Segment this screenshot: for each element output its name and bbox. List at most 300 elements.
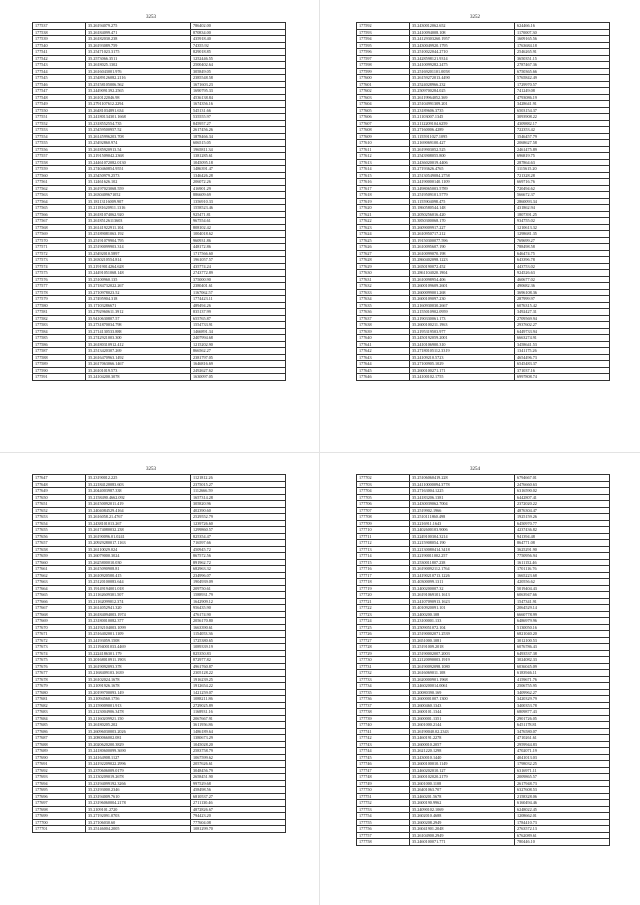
- coordinate-cell: 35.2731870034.798: [86, 322, 191, 329]
- coordinate-cell: 35.26182030.238: [86, 36, 191, 43]
- value-cell: 2709569.94: [515, 315, 610, 322]
- value-cell: 794423.20: [191, 813, 286, 820]
- value-cell: 1925159.26: [515, 514, 610, 521]
- row-id-cell: 177657: [33, 540, 86, 547]
- value-cell: 6493537.38: [515, 650, 610, 657]
- value-cell: 2901726.05: [515, 715, 610, 722]
- value-cell: 4793086.19: [515, 94, 610, 101]
- value-cell: 3024082.33: [515, 657, 610, 664]
- coordinate-cell: 35.2609009917.227: [410, 224, 515, 231]
- value-cell: 886609.69: [191, 192, 286, 199]
- value-cell: 443753.02: [515, 263, 610, 270]
- coordinate-cell: 35.22190011002.257: [410, 553, 515, 560]
- value-cell: 1554733.91: [191, 322, 286, 329]
- row-id-cell: 177703: [357, 481, 410, 488]
- value-cell: 655765.87: [191, 315, 286, 322]
- value-cell: 1112666.59: [191, 488, 286, 495]
- row-id-cell: 177596: [357, 49, 410, 56]
- coordinate-cell: 35.2616470963.1492: [86, 354, 191, 361]
- row-id-cell: 177647: [33, 475, 86, 482]
- row-id-cell: 177708: [357, 514, 410, 521]
- coordinate-cell: 35.25130549084.2758: [410, 172, 515, 179]
- coordinate-cell: 35.2861104020.1904: [410, 270, 515, 277]
- value-cell: 6327608.53: [515, 787, 610, 794]
- value-cell: 2617456.26: [191, 127, 286, 134]
- coordinate-cell: 35.26190092112.1764: [410, 566, 515, 573]
- table-row: [357, 374, 610, 381]
- row-id-cell: 177716: [357, 566, 410, 573]
- row-id-cell: 177555: [33, 140, 86, 147]
- coordinate-cell: 35.26481034891.634: [86, 107, 191, 114]
- row-id-cell: 177594: [357, 36, 410, 43]
- coordinate-cell: 35.26190092098.1080: [410, 663, 515, 670]
- value-cell: 6486979.96: [515, 618, 610, 625]
- row-id-cell: 177558: [33, 159, 86, 166]
- page-number: 3252: [470, 15, 480, 20]
- coordinate-cell: 35.21919014264.628: [86, 263, 191, 270]
- value-cell: 402390.60: [191, 507, 286, 514]
- row-id-cell: 177559: [33, 166, 86, 173]
- value-cell: 1004018.62: [191, 231, 286, 238]
- coordinate-cell: 35.2543908055.800: [410, 153, 515, 160]
- row-id-cell: 177718: [357, 579, 410, 586]
- coordinate-cell: 35.40300099.1311: [410, 579, 515, 586]
- value-cell: 6997808.74: [515, 374, 610, 381]
- value-cell: 606515.05: [191, 140, 286, 147]
- value-cell: 1421259.07: [191, 689, 286, 696]
- coordinate-cell: 35.2600460.1343: [410, 702, 515, 709]
- row-id-cell: 177601: [357, 81, 410, 88]
- row-id-cell: 177653: [33, 514, 86, 521]
- value-cell: 1912654.22: [191, 683, 286, 690]
- value-cell: 1168931.16: [191, 709, 286, 716]
- coordinate-cell: 35.1155911027.1095: [410, 133, 515, 140]
- coordinate-cell: 35.2516402001.1109: [86, 631, 191, 638]
- row-id-cell: 177662: [33, 572, 86, 579]
- coordinate-cell: 35.2601000.2144: [410, 722, 515, 729]
- row-id-cell: 177597: [357, 55, 410, 62]
- coordinate-cell: 35.24109210.5723: [410, 354, 515, 361]
- row-id-cell: 177695: [33, 787, 86, 794]
- coordinate-cell: 35.25169201101.0058: [410, 68, 515, 75]
- coordinate-cell: 35.2600190.9962: [410, 800, 515, 807]
- coordinate-cell: 35.2614052941.320: [86, 605, 191, 612]
- row-id-cell: 177593: [357, 29, 410, 36]
- value-cell: 2617948.73: [515, 780, 610, 787]
- coordinate-cell: 35.2619092093.378: [86, 663, 191, 670]
- coordinate-cell: 35.12461626.102: [86, 179, 191, 186]
- coordinate-cell: 35.25190099903.314: [86, 244, 191, 251]
- row-id-cell: 177575: [33, 270, 86, 277]
- coordinate-cell: 35.25120100083.644: [86, 579, 191, 586]
- row-id-cell: 177623: [357, 224, 410, 231]
- row-id-cell: 177603: [357, 94, 410, 101]
- row-id-cell: 177554: [33, 133, 86, 140]
- value-cell: 3012100.53: [515, 637, 610, 644]
- row-id-cell: 177702: [357, 475, 410, 482]
- coordinate-cell: 35.26185920913.54: [86, 146, 191, 153]
- value-cell: 2711130.46: [191, 800, 286, 807]
- coordinate-cell: 35.24110000094.3778: [410, 481, 515, 488]
- row-id-cell: 177569: [33, 231, 86, 238]
- value-cell: 1904939.09: [191, 579, 286, 586]
- coordinate-cell: 35.2625800010.030: [86, 559, 191, 566]
- row-id-cell: 177726: [357, 631, 410, 638]
- data-table: [32, 474, 286, 833]
- coordinate-cell: 35.25489126082.2116: [86, 75, 191, 82]
- coordinate-cell: 35.27163004.1225: [410, 488, 515, 495]
- coordinate-cell: 35.2130209019.2678: [86, 774, 191, 781]
- value-cell: 1774423.11: [191, 296, 286, 303]
- coordinate-cell: 35.19149194001.018: [86, 585, 191, 592]
- value-cell: 4961760.87: [191, 663, 286, 670]
- row-id-cell: 177598: [357, 62, 410, 69]
- row-id-cell: 177557: [33, 153, 86, 160]
- row-id-cell: 177578: [33, 289, 86, 296]
- value-cell: 2068627.58: [515, 140, 610, 147]
- row-id-cell: 177740: [357, 722, 410, 729]
- coordinate-cell: 35.23190012.225: [86, 475, 191, 482]
- coordinate-cell: 35.27193626.4765: [410, 166, 515, 173]
- value-cell: 1380673.29: [191, 735, 286, 742]
- value-cell: 6750365.66: [515, 68, 610, 75]
- row-id-cell: 177607: [357, 120, 410, 127]
- coordinate-cell: 35.26184099.471: [86, 29, 191, 36]
- coordinate-cell: 35.2610122046.98: [86, 94, 191, 101]
- row-id-cell: 177745: [357, 754, 410, 761]
- row-id-cell: 177734: [357, 683, 410, 690]
- coordinate-cell: 35.2610098954.406: [410, 276, 515, 283]
- row-id-cell: 177709: [357, 520, 410, 527]
- row-id-cell: 177704: [357, 488, 410, 495]
- value-cell: 490682.36: [515, 283, 610, 290]
- value-cell: 6316590.02: [515, 488, 610, 495]
- row-id-cell: 177642: [357, 348, 410, 355]
- value-cell: 6821040.20: [515, 631, 610, 638]
- row-id-cell: 177717: [357, 572, 410, 579]
- row-id-cell: 177625: [357, 237, 410, 244]
- row-id-cell: 177584: [33, 328, 86, 335]
- row-id-cell: 177612: [357, 153, 410, 160]
- coordinate-cell: 35.2573066.3511: [86, 55, 191, 62]
- row-id-cell: 177666: [33, 598, 86, 605]
- value-cell: 3458641.53: [515, 341, 610, 348]
- coordinate-cell: 35.2460191.2278: [410, 735, 515, 742]
- row-id-cell: 177654: [33, 520, 86, 527]
- coordinate-cell: 35.27184732022.267: [86, 283, 191, 290]
- value-cell: 2064529.14: [515, 605, 610, 612]
- row-id-cell: 177636: [357, 309, 410, 316]
- value-cell: 3428641.91: [515, 101, 610, 108]
- value-cell: 6316971.11: [515, 767, 610, 774]
- row-id-cell: 177537: [33, 23, 86, 30]
- coordinate-cell: 35.17103286671: [86, 302, 191, 309]
- row-id-cell: 177628: [357, 257, 410, 264]
- row-id-cell: 177606: [357, 114, 410, 121]
- row-id-cell: 177682: [33, 702, 86, 709]
- row-id-cell: 177635: [357, 302, 410, 309]
- row-id-cell: 177700: [33, 819, 86, 826]
- value-cell: 6545483.37: [515, 361, 610, 368]
- row-id-cell: 177661: [33, 566, 86, 573]
- coordinate-cell: 35.25471023.3175: [86, 49, 191, 56]
- value-cell: 1170007.30: [515, 29, 610, 36]
- row-id-cell: 177749: [357, 780, 410, 787]
- page-top-right: [356, 14, 594, 381]
- coordinate-cell: 35.2080066002.081: [86, 735, 191, 742]
- row-id-cell: 177572: [33, 250, 86, 257]
- coordinate-cell: 35.2436020019.4406: [410, 159, 515, 166]
- page-top-left: [32, 14, 270, 381]
- value-cell: 1381285.61: [191, 153, 286, 160]
- row-id-cell: 177651: [33, 501, 86, 508]
- coordinate-cell: 35.26079000.3024: [86, 553, 191, 560]
- row-id-cell: 177659: [33, 553, 86, 560]
- value-cell: 4041013.03: [515, 754, 610, 761]
- page-bottom-left: [32, 466, 270, 833]
- value-cell: 1215202.90: [191, 341, 286, 348]
- row-id-cell: 177650: [33, 494, 86, 501]
- value-cell: 924526.63: [515, 270, 610, 277]
- row-id-cell: 177693: [33, 774, 86, 781]
- coordinate-cell: 35.2600208.2949: [410, 819, 515, 826]
- value-cell: 2529552.79: [191, 514, 286, 521]
- coordinate-cell: 35.2530011807.238: [410, 559, 515, 566]
- row-id-cell: 177567: [33, 218, 86, 225]
- row-id-cell: 177560: [33, 172, 86, 179]
- coordinate-cell: 35.20080390.169: [410, 689, 515, 696]
- row-id-cell: 177605: [357, 107, 410, 114]
- coordinate-cell: 35.26110029.024: [86, 546, 191, 553]
- row-id-cell: 177739: [357, 715, 410, 722]
- row-id-cell: 177538: [33, 29, 86, 36]
- coordinate-cell: 35.2191509042.2368: [86, 153, 191, 160]
- coordinate-cell: 35.2616043001.976: [86, 68, 191, 75]
- row-id-cell: 177670: [33, 624, 86, 631]
- row-id-cell: 177756: [357, 826, 410, 833]
- value-cell: 6810537.27: [191, 793, 286, 800]
- row-id-cell: 177691: [33, 761, 86, 768]
- value-cell: 1763684.18: [515, 42, 610, 49]
- coordinate-cell: 35.2460200014.0061: [410, 683, 515, 690]
- row-id-cell: 177744: [357, 748, 410, 755]
- coordinate-cell: 35.21160209921.150: [86, 715, 191, 722]
- value-cell: 825354.47: [191, 533, 286, 540]
- value-cell: 2381797.05: [191, 354, 286, 361]
- value-cell: 420556.62: [515, 579, 610, 586]
- value-cell: 769699.27: [515, 237, 610, 244]
- coordinate-cell: 35.2610950717.212: [410, 231, 515, 238]
- row-id-cell: 177599: [357, 68, 410, 75]
- row-id-cell: 177752: [357, 800, 410, 807]
- coordinate-cell: 35.26184094003.1974: [86, 611, 191, 618]
- row-id-cell: 177582: [33, 315, 86, 322]
- value-cell: 2959944.83: [515, 741, 610, 748]
- coordinate-cell: 35.2160930030.2667: [410, 302, 515, 309]
- row-id-cell: 177556: [33, 146, 86, 153]
- row-id-cell: 177585: [33, 335, 86, 342]
- value-cell: 305849.05: [191, 68, 286, 75]
- value-cell: 2385548.58: [191, 75, 286, 82]
- row-id-cell: 177549: [33, 101, 86, 108]
- row-id-cell: 177587: [33, 348, 86, 355]
- row-id-cell: 177586: [33, 341, 86, 348]
- row-id-cell: 177577: [33, 283, 86, 290]
- coordinate-cell: 35.25492860.974: [86, 140, 191, 147]
- row-id-cell: 177694: [33, 780, 86, 787]
- value-cell: 3650351.15: [515, 55, 610, 62]
- coordinate-cell: 35.21091926.1678: [86, 683, 191, 690]
- value-cell: 1088211.86: [191, 696, 286, 703]
- row-id-cell: 177656: [33, 533, 86, 540]
- value-cell: 1466891.34: [191, 328, 286, 335]
- value-cell: 3492427.31: [515, 309, 610, 316]
- row-id-cell: 177719: [357, 585, 410, 592]
- coordinate-cell: 35.4010920091.101: [410, 605, 515, 612]
- coordinate-cell: 35.2792960611.3912: [86, 309, 191, 316]
- value-cell: 6036045.09: [515, 663, 610, 670]
- row-id-cell: 177548: [33, 94, 86, 101]
- row-id-cell: 177723: [357, 611, 410, 618]
- row-id-cell: 177757: [357, 832, 410, 839]
- value-cell: 643396.78: [515, 257, 610, 264]
- row-id-cell: 177701: [33, 826, 86, 833]
- value-cell: 1252446.55: [191, 55, 286, 62]
- value-cell: 835137.99: [191, 309, 286, 316]
- row-id-cell: 177731: [357, 663, 410, 670]
- row-id-cell: 177681: [33, 696, 86, 703]
- coordinate-cell: 35.2410094008.108: [410, 29, 515, 36]
- value-cell: 2860093.34: [515, 198, 610, 205]
- coordinate-cell: 35.2215908054.190: [410, 540, 515, 547]
- value-cell: 1674356.16: [191, 101, 286, 108]
- row-id-cell: 177616: [357, 179, 410, 186]
- row-id-cell: 177741: [357, 728, 410, 735]
- coordinate-cell: 35.2109101.2720: [86, 806, 191, 813]
- coordinate-cell: 35.2112209104.6259: [410, 120, 515, 127]
- row-id-cell: 177542: [33, 55, 86, 62]
- value-cell: 4702071.19: [515, 748, 610, 755]
- data-table: [32, 22, 286, 381]
- coordinate-cell: 35.26096030003.2026: [86, 728, 191, 735]
- coordinate-cell: 35.2370606009.0179: [86, 767, 191, 774]
- value-cell: 741249.08: [515, 88, 610, 95]
- coordinate-cell: 35.24190210713.1226: [410, 572, 515, 579]
- row-id-cell: 177715: [357, 559, 410, 566]
- coordinate-cell: 35.2159009001.913: [86, 702, 191, 709]
- value-cell: 6503154.37: [515, 107, 610, 114]
- coordinate-cell: 35.25189081063.192: [86, 231, 191, 238]
- value-cell: 960931.86: [191, 237, 286, 244]
- coordinate-cell: 35.25190002071.2539: [410, 631, 515, 638]
- value-cell: 1558523.46: [191, 205, 286, 212]
- value-cell: 206072.26: [191, 179, 286, 186]
- coordinate-cell: 35.2620000901.1968: [410, 676, 515, 683]
- row-id-cell: 177714: [357, 553, 410, 560]
- coordinate-cell: 35.23180010082.377: [86, 618, 191, 625]
- value-cell: 1807391.25: [515, 211, 610, 218]
- coordinate-cell: 35.2450192059.2001: [410, 335, 515, 342]
- row-id-cell: 177689: [33, 748, 86, 755]
- value-cell: 2158328.06: [515, 793, 610, 800]
- value-cell: 3611956.86: [191, 722, 286, 729]
- coordinate-cell: 35.27495904.318: [86, 296, 191, 303]
- coordinate-cell: 35.2509700284.025: [410, 88, 515, 95]
- coordinate-cell: 35.20199700093.149: [86, 689, 191, 696]
- row-id-cell: 177711: [357, 533, 410, 540]
- coordinate-cell: 35.2791107612.2294: [86, 101, 191, 108]
- row-id-cell: 177692: [33, 767, 86, 774]
- coordinate-cell: 35.26401063.707: [410, 787, 515, 794]
- row-id-cell: 177627: [357, 250, 410, 257]
- row-id-cell: 177633: [357, 289, 410, 296]
- coordinate-cell: 35.2509051072.104: [410, 624, 515, 631]
- row-id-cell: 177677: [33, 670, 86, 677]
- row-id-cell: 177676: [33, 663, 86, 670]
- value-cell: 566672.37: [515, 192, 610, 199]
- coordinate-cell: 35.2400200007.32: [410, 585, 515, 592]
- coordinate-cell: 35.2190330061.173: [410, 315, 515, 322]
- value-cell: 1239726.60: [191, 520, 286, 527]
- coordinate-cell: 35.25492010.5897: [86, 250, 191, 257]
- value-cell: 287864.63: [515, 159, 610, 166]
- value-cell: 6451178.81: [515, 722, 610, 729]
- value-cell: 866562.27: [191, 348, 286, 355]
- coordinate-cell: 35.2610095607.190: [410, 244, 515, 251]
- value-cell: 967554.61: [191, 218, 286, 225]
- coordinate-cell: 35.24090102.1069: [410, 806, 515, 813]
- coordinate-cell: 35.2430012062.652: [410, 23, 515, 30]
- row-id-cell: 177705: [357, 494, 410, 501]
- coordinate-cell: 35.27192091.0703: [86, 813, 191, 820]
- row-id-cell: 177671: [33, 631, 86, 638]
- value-cell: 1486189.64: [191, 728, 286, 735]
- coordinate-cell: 35.2600001.1351: [410, 715, 515, 722]
- row-id-cell: 177685: [33, 722, 86, 729]
- value-cell: 234996.07: [191, 572, 286, 579]
- coordinate-cell: 35.2615090908.81: [86, 566, 191, 573]
- row-id-cell: 177712: [357, 540, 410, 547]
- coordinate-cell: 35.24107090913.1623: [410, 598, 515, 605]
- row-id-cell: 177668: [33, 611, 86, 618]
- row-id-cell: 177733: [357, 676, 410, 683]
- row-id-cell: 177698: [33, 806, 86, 813]
- coordinate-cell: 35.2216911.1643: [410, 520, 515, 527]
- value-cell: 2407994.68: [191, 335, 286, 342]
- value-cell: 1067599.62: [191, 754, 286, 761]
- row-id-cell: 177553: [33, 127, 86, 134]
- coordinate-cell: 35.25190002007.2003: [410, 650, 515, 657]
- value-cell: 435918.40: [191, 36, 286, 43]
- row-id-cell: 177552: [33, 120, 86, 127]
- coordinate-cell: 35.23194099192.3266: [86, 780, 191, 787]
- value-cell: 1690795.33: [191, 88, 286, 95]
- row-id-cell: 177737: [357, 702, 410, 709]
- value-cell: 4159671.76: [515, 676, 610, 683]
- value-cell: 1115615.20: [515, 166, 610, 173]
- row-id-cell: 177751: [357, 793, 410, 800]
- value-cell: 2461475.89: [515, 146, 610, 153]
- row-id-cell: 177674: [33, 650, 86, 657]
- value-cell: 1665223.68: [515, 572, 610, 579]
- row-id-cell: 177590: [33, 367, 86, 374]
- row-id-cell: 177539: [33, 36, 86, 43]
- row-id-cell: 177545: [33, 75, 86, 82]
- row-id-cell: 177658: [33, 546, 86, 553]
- row-id-cell: 177609: [357, 133, 410, 140]
- value-cell: 375000.90: [191, 276, 286, 283]
- row-id-cell: 177742: [357, 735, 410, 742]
